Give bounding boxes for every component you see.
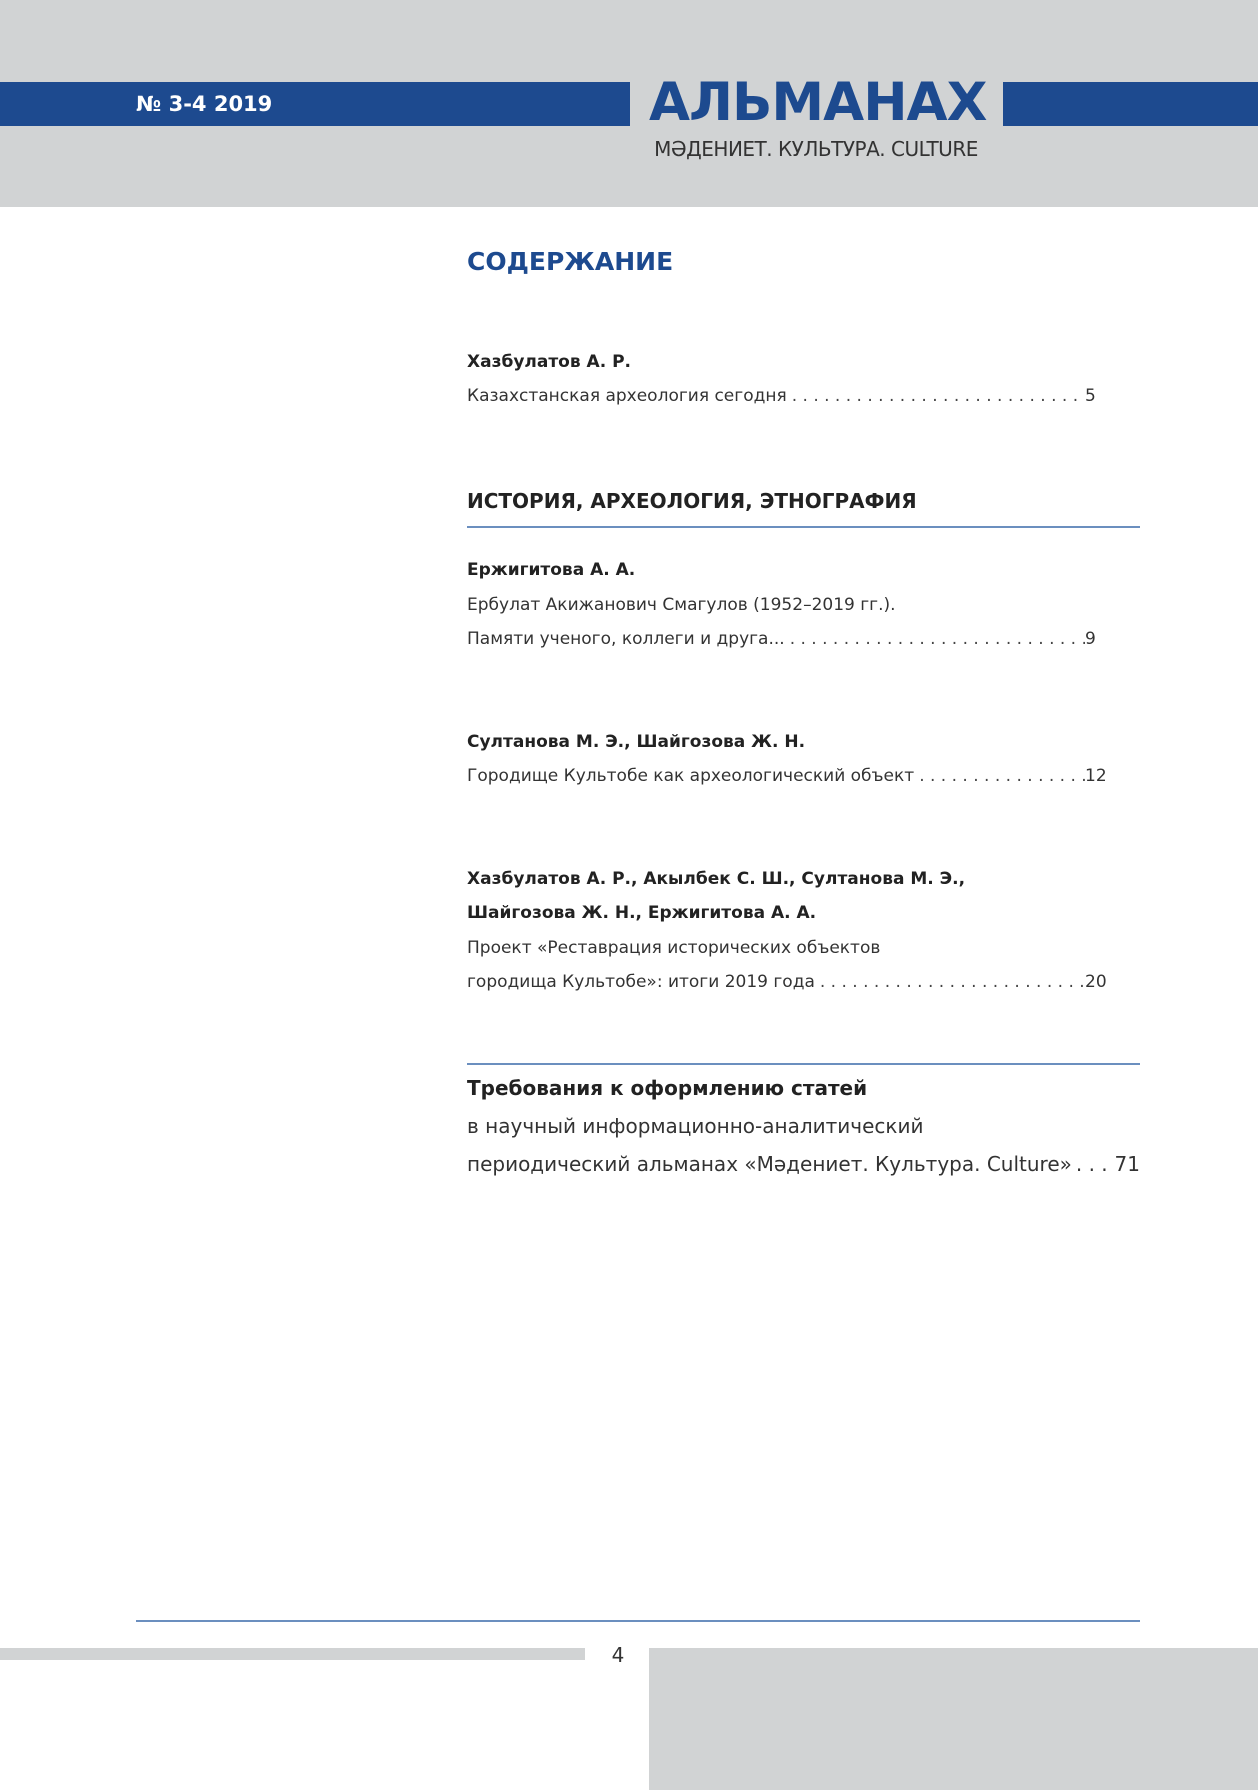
footer-band-left [0, 1648, 585, 1660]
leader-dots [815, 969, 1085, 995]
toc-entry-title-line: Памяти ученого, коллеги и друга... [467, 629, 785, 649]
footer-divider [136, 1620, 1140, 1622]
section-divider [467, 526, 1140, 528]
section-title: ИСТОРИЯ, АРХЕОЛОГИЯ, ЭТНОГРАФИЯ [467, 489, 917, 513]
toc-entry-link[interactable] [467, 383, 1117, 409]
requirements-page: 71 [1114, 1152, 1140, 1176]
requirements-divider [467, 1063, 1140, 1065]
journal-title: АЛЬМАНАХ [649, 72, 987, 133]
journal-subtitle: МӘДЕНИЕТ. КУЛЬТУРА. CULTURE [654, 137, 978, 161]
toc-entry-link[interactable] [467, 763, 1117, 789]
toc-entry-page: 9 [1085, 629, 1096, 649]
header-band-left [0, 82, 630, 126]
footer-band-right [649, 1648, 1258, 1790]
toc-heading: СОДЕРЖАНИЕ [467, 247, 674, 276]
toc-entry-title: Казахстанская археология сегодня [467, 386, 787, 406]
toc-entry-author: Хазбулатов А. Р., Акылбек С. Ш., Султанова М. Э., [467, 869, 966, 889]
toc-entry-page: 20 [1085, 972, 1107, 992]
toc-entry-title-line: городища Культобе»: итоги 2019 года [467, 972, 815, 992]
requirements-line: периодический альманах «Мәдениет. Культура. Culture» [467, 1152, 1072, 1176]
issue-number: № 3-4 2019 [136, 92, 273, 116]
leader-dots [787, 383, 1085, 409]
requirements-title[interactable]: Требования к оформлению статей [467, 1076, 868, 1100]
requirements-link[interactable] [467, 1149, 1140, 1179]
toc-entry-page: 12 [1085, 766, 1107, 786]
toc-entry-title-line: Городище Культобе как археологический объект [467, 766, 915, 786]
toc-entry-author: Ержигитова А. А. [467, 560, 636, 580]
toc-entry-author: Хазбулатов А. Р. [467, 352, 631, 372]
toc-entry-author: Шайгозова Ж. Н., Ержигитова А. А. [467, 903, 817, 923]
toc-entry-author: Султанова М. Э., Шайгозова Ж. Н. [467, 732, 806, 752]
header-band-right [1003, 82, 1258, 126]
toc-entry-link[interactable] [467, 969, 1117, 995]
toc-entry-title-line[interactable]: Ербулат Акижанович Смагулов (1952–2019 гг.). [467, 595, 896, 615]
requirements-line: в научный информационно-аналитический [467, 1114, 924, 1138]
leader-dots [914, 763, 1085, 789]
leader-dots [1072, 1149, 1115, 1179]
toc-entry-link[interactable] [467, 626, 1117, 652]
page-number: 4 [611, 1643, 625, 1667]
toc-entry-page: 5 [1085, 386, 1096, 406]
leader-dots [785, 626, 1085, 652]
toc-entry-title-line[interactable]: Проект «Реставрация исторических объектов [467, 938, 881, 958]
